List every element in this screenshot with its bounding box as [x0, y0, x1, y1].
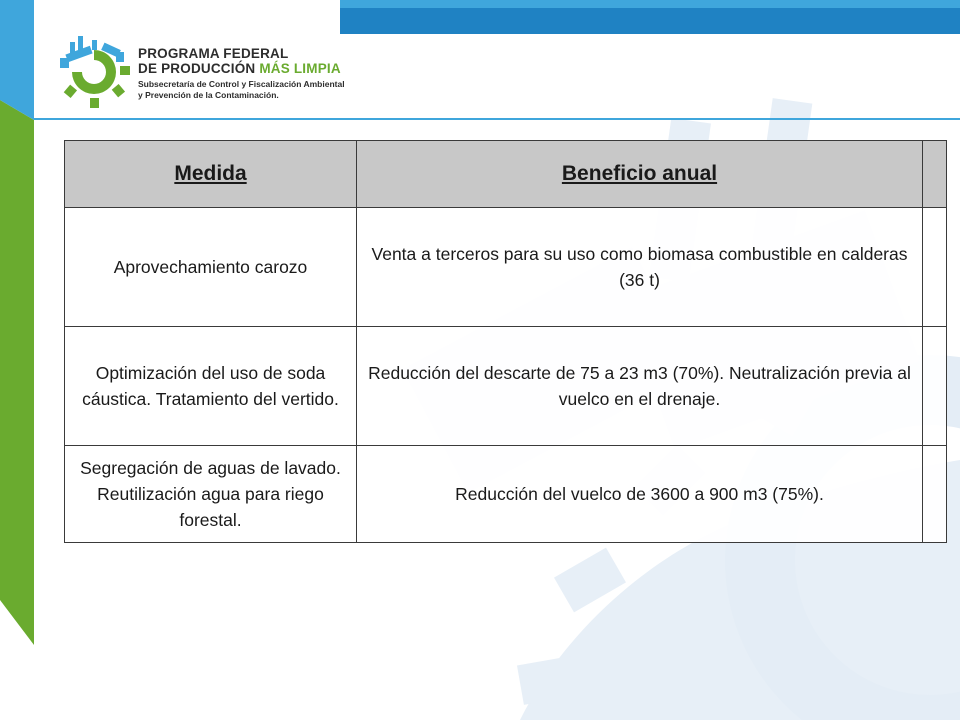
logo-subtitle-line1: Subsecretaría de Control y Fiscalización Ambiental: [138, 79, 345, 89]
cell-beneficio: Venta a terceros para su uso como biomasa combustible en calderas (36 t): [357, 208, 923, 327]
table-row: [65, 446, 947, 543]
logo-title-line1: PROGRAMA FEDERAL: [138, 46, 289, 61]
logo-subtitle: [138, 79, 345, 100]
header-medida: Medida: [65, 141, 357, 208]
gear-factory-icon: [52, 28, 136, 112]
left-accent-strip: [0, 0, 34, 720]
logo-title-part1: DE PRODUCCIÓN: [138, 61, 260, 76]
header-divider: [34, 118, 960, 120]
cell-beneficio: Reducción del descarte de 75 a 23 m3 (70%). Neutralización previa al vuelco en el drenaje.: [357, 327, 923, 446]
header-beneficio: Beneficio anual: [357, 141, 923, 208]
top-bar-light: [340, 0, 960, 8]
cell-spacer: [923, 327, 947, 446]
header-spacer: [923, 141, 947, 208]
table-row: [65, 327, 947, 446]
measures-table: [64, 140, 947, 543]
logo-title-part2: MÁS LIMPIA: [259, 61, 341, 76]
cell-beneficio: Reducción del vuelco de 3600 a 900 m3 (75%).: [357, 446, 923, 543]
cell-medida: Aprovechamiento carozo: [65, 208, 357, 327]
logo-text: [138, 46, 345, 100]
table-header-row: [65, 141, 947, 208]
top-bar-dark: [340, 8, 960, 34]
table-row: [65, 208, 947, 327]
cell-medida: Optimización del uso de soda cáustica. Tratamiento del vertido.: [65, 327, 357, 446]
cell-medida: Segregación de aguas de lavado. Reutilización agua para riego forestal.: [65, 446, 357, 543]
cell-spacer: [923, 446, 947, 543]
logo-title-line2: [138, 61, 345, 76]
logo-subtitle-line2: y Prevención de la Contaminación.: [138, 89, 279, 100]
cell-spacer: [923, 208, 947, 327]
